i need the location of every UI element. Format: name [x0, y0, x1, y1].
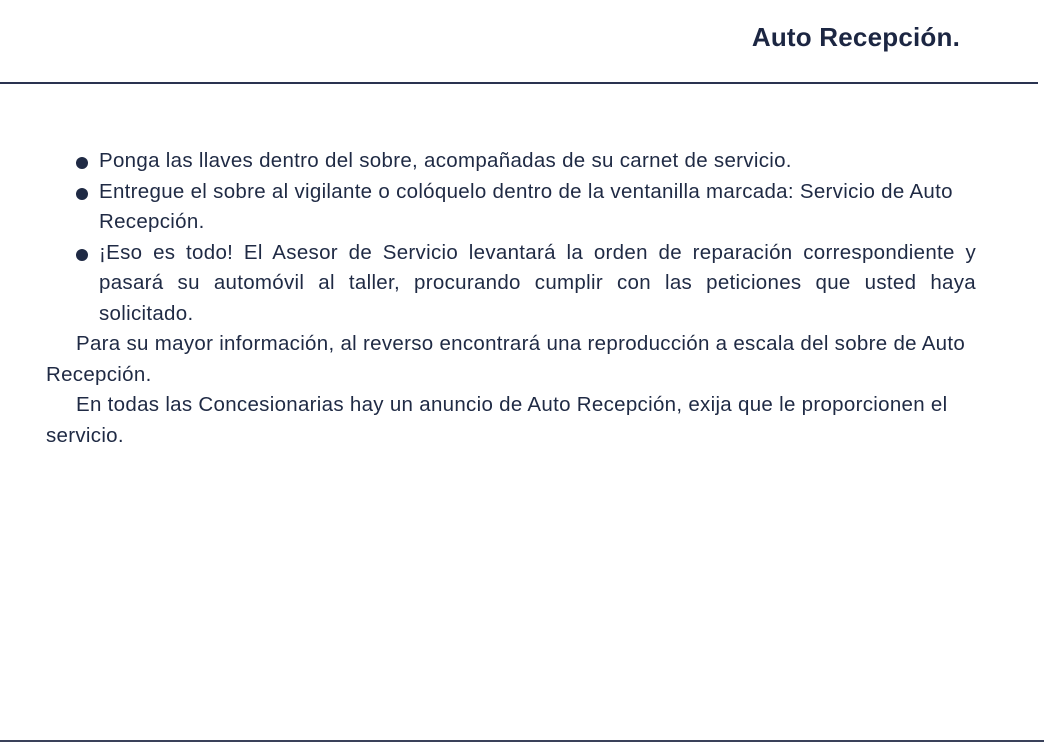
page-header — [0, 0, 1044, 84]
notice-paragraph: En todas las Concesionarias hay un anuncio de Auto Recepción, exija que le proporcionen el servicio. — [46, 393, 948, 447]
document-body — [46, 146, 976, 451]
bullet-icon — [76, 157, 88, 169]
list-item — [46, 177, 976, 238]
list-item-text: Ponga las llaves dentro del sobre, acompañadas de su carnet de servicio. — [99, 149, 792, 172]
list-item — [46, 146, 976, 177]
footer-divider — [0, 740, 1044, 742]
page-title: Auto Recepción. — [751, 22, 960, 52]
instruction-list — [46, 146, 976, 329]
list-item-text: Entregue el sobre al vigilante o colóquelo dentro de la ventanilla marcada: Servicio de Auto Recepción. — [99, 179, 953, 233]
bullet-icon — [76, 249, 88, 261]
list-item-text: ¡Eso es todo! El Asesor de Servicio levantará la orden de reparación correspondiente y pasará su automóvil al taller, procurando cumplir con las peticiones que usted haya solicitado. — [99, 240, 976, 325]
bullet-icon — [76, 188, 88, 200]
list-item — [46, 238, 976, 330]
info-paragraph: Para su mayor información, al reverso encontrará una reproducción a escala del sobre de Auto Recepción. — [46, 332, 966, 386]
header-divider — [0, 82, 1038, 84]
